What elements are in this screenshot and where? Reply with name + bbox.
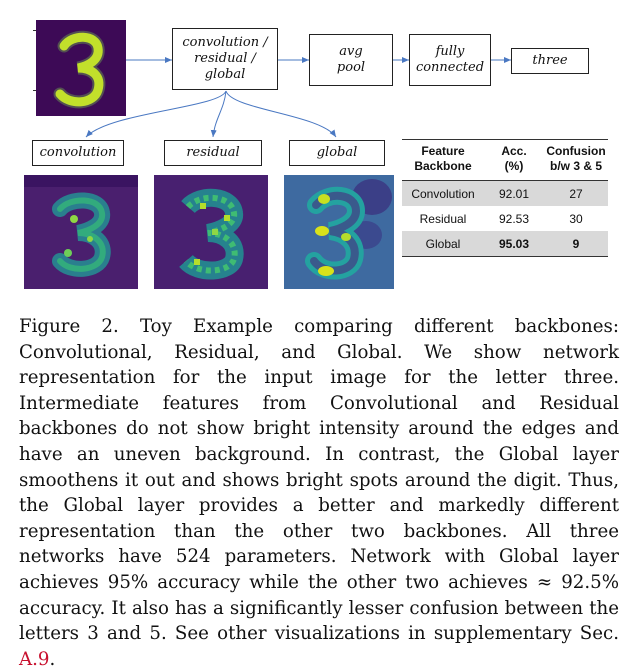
arrow-to-global [226, 91, 336, 137]
global-heatmap [284, 175, 394, 289]
cell-confusion: 27 [569, 186, 583, 201]
avg-pool-box [309, 34, 393, 86]
branch-residual-label: residual [186, 145, 240, 160]
backbone-box [172, 28, 278, 90]
cell-acc: 92.01 [498, 186, 530, 201]
header-acc: Acc. [501, 144, 527, 158]
input-tick-bottom [33, 90, 36, 91]
branch-global-label: global [316, 145, 358, 160]
header-confusion-line1: Confusion [546, 144, 606, 158]
cell-confusion: 9 [572, 236, 580, 251]
cell-acc: 92.53 [498, 211, 530, 226]
backbone-label-line2: residual / [194, 51, 256, 66]
output-label: three [532, 53, 568, 68]
branch-convolution-box [32, 140, 124, 166]
cell-acc: 95.03 [498, 236, 530, 251]
cell-backbone: Convolution [411, 186, 475, 201]
cell-confusion: 30 [569, 211, 583, 226]
arrow-to-residual [213, 91, 226, 137]
table-row-residual [402, 206, 608, 231]
backbone-label-line1: convolution / [182, 35, 268, 50]
output-box [511, 48, 589, 74]
cell-backbone: Global [425, 236, 461, 251]
header-confusion-line2: b/w 3 & 5 [549, 159, 602, 173]
feature-map-residual [154, 175, 268, 289]
header-feature-backbone [402, 144, 484, 174]
fc-line1: fully [435, 44, 465, 59]
branch-convolution-label: convolution [39, 145, 117, 160]
caption-section-link[interactable]: A.9 [19, 648, 50, 670]
table-row-convolution [402, 181, 608, 206]
digit-three-glyph [36, 20, 126, 116]
caption-paragraph [19, 314, 619, 672]
header-backbone: Backbone [414, 159, 472, 173]
caption-end: . [49, 648, 56, 670]
table-bottom-rule [402, 256, 608, 257]
table-top-rule [402, 139, 608, 140]
caption-text: Figure 2. Toy Example comparing different backbones: Convolutional, Residual, and Global. We show network representation for the input image for the letter three. Intermediate features from Convolutional and Residual backbones do not show bright intensity around the edges and have an uneven background. In contrast, the Global layer smoothens it out and shows bright spots around the digit. Thus, the Global layer provides a better and markedly different representation than the other two backbones. All three networks have 524 parameters. Network with Global layer achieves 95% accuracy while the other two achieves ≈ 92.5% accuracy. It also has a significantly lesser confusion between the letters 3 and 5. See other visualizations in supplementary Sec. [19, 316, 619, 645]
avg-pool-line2: pool [336, 60, 366, 75]
backbone-label-line3: global [204, 67, 246, 82]
fc-line2: connected [415, 60, 485, 75]
figure-caption [19, 314, 619, 672]
feature-map-global [284, 175, 394, 289]
input-mnist-image [36, 20, 126, 116]
input-tick-top [33, 30, 36, 31]
fully-connected-box [409, 34, 491, 86]
feature-map-convolution [24, 175, 138, 289]
cell-backbone: Residual [419, 211, 467, 226]
avg-pool-line1: avg [339, 44, 363, 59]
branch-residual-box [164, 140, 262, 166]
table-header [402, 144, 608, 178]
table-row-global [402, 231, 608, 256]
convolution-heatmap [24, 175, 138, 289]
header-accuracy [484, 144, 544, 174]
residual-heatmap [154, 175, 268, 289]
branch-global-box [289, 140, 385, 166]
header-percent: (%) [504, 159, 524, 173]
header-confusion [544, 144, 608, 174]
header-feature: Feature [421, 144, 465, 158]
